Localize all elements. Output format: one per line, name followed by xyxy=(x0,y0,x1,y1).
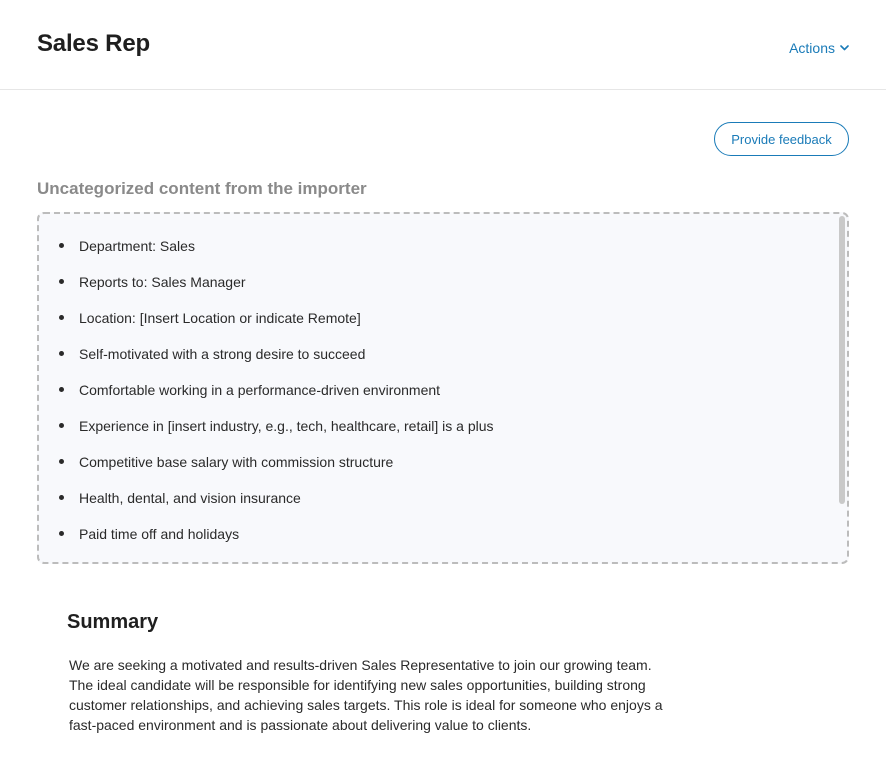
bullet-icon xyxy=(59,459,64,464)
bullet-icon xyxy=(59,315,64,320)
uncategorized-content-box[interactable] xyxy=(37,212,849,564)
summary-text xyxy=(69,655,719,735)
summary-line: The ideal candidate will be responsible for identifying new sales opportunities, building strong xyxy=(69,677,646,693)
summary-line: customer relationships, and achieving sales targets. This role is ideal for someone who enjoys a xyxy=(69,697,663,713)
uncategorized-list xyxy=(39,214,835,560)
actions-label: Actions xyxy=(789,40,835,56)
list-item: Self-motivated with a strong desire to succeed xyxy=(39,344,835,380)
provide-feedback-button[interactable]: Provide feedback xyxy=(714,122,849,156)
summary-line: We are seeking a motivated and results-driven Sales Representative to join our growing team. xyxy=(69,657,652,673)
list-item: Paid time off and holidays xyxy=(39,524,835,560)
chevron-down-icon xyxy=(840,45,849,51)
scrollbar-thumb[interactable] xyxy=(839,216,845,504)
bullet-icon xyxy=(59,351,64,356)
list-item: Location: [Insert Location or indicate Remote] xyxy=(39,308,835,344)
bullet-icon xyxy=(59,423,64,428)
list-item: Comfortable working in a performance-driven environment xyxy=(39,380,835,416)
summary-title: Summary xyxy=(67,611,159,633)
page-header xyxy=(0,0,886,90)
list-item: Reports to: Sales Manager xyxy=(39,272,835,308)
bullet-icon xyxy=(59,531,64,536)
bullet-icon xyxy=(59,495,64,500)
bullet-icon xyxy=(59,243,64,248)
list-item: Department: Sales xyxy=(39,236,835,272)
uncategorized-heading: Uncategorized content from the importer xyxy=(37,179,367,198)
actions-menu-button[interactable] xyxy=(789,40,849,56)
bullet-icon xyxy=(59,387,64,392)
list-item: Experience in [insert industry, e.g., tech, healthcare, retail] is a plus xyxy=(39,416,835,452)
bullet-icon xyxy=(59,279,64,284)
list-item: Competitive base salary with commission structure xyxy=(39,452,835,488)
list-item: Health, dental, and vision insurance xyxy=(39,488,835,524)
summary-line: fast-paced environment and is passionate about delivering value to clients. xyxy=(69,717,532,733)
page-title: Sales Rep xyxy=(37,30,150,57)
